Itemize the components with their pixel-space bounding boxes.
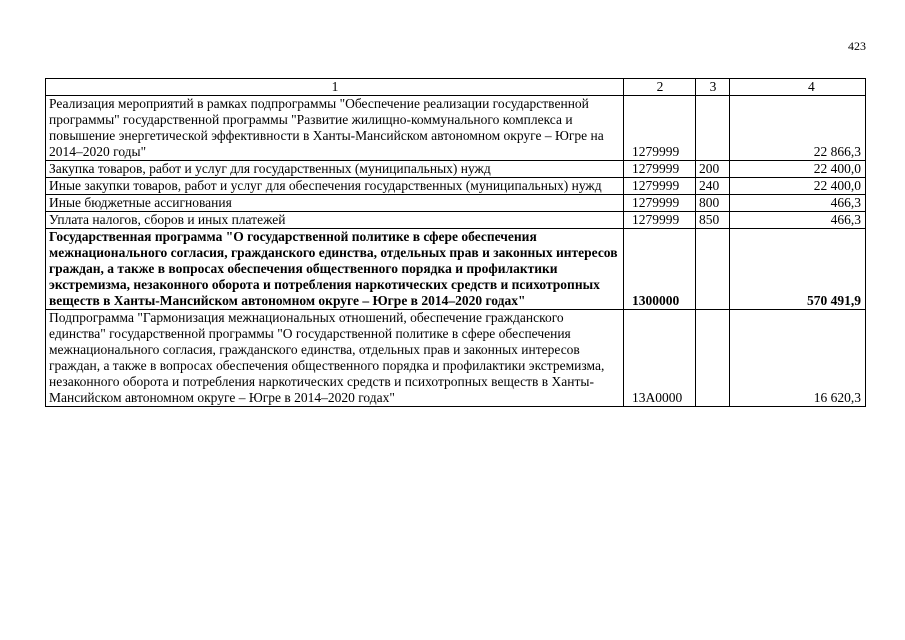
- row-amount-cell: 22 400,0: [730, 161, 866, 178]
- row-amount-cell: 466,3: [730, 195, 866, 212]
- row-type-cell: 850: [696, 212, 730, 229]
- row-name-cell: Государственная программа "О государственной политике в сфере обеспечения межнационального согласия, гражданского единства, отдельных прав и законных интересов граждан, а также в вопросах обеспечения общественного порядка и профилактики экстремизма, незаконного оборота и потребления наркотических средств и психотропных веществ в Ханты-Мансийском автономном округе – Югре в 2014–2020 годах": [46, 229, 624, 310]
- row-amount-cell: 22 400,0: [730, 178, 866, 195]
- row-type-cell: 200: [696, 161, 730, 178]
- row-type-cell: [696, 310, 730, 407]
- table-row: [46, 96, 866, 161]
- row-code-cell: 13А0000: [624, 310, 696, 407]
- table-row: [46, 229, 866, 310]
- row-amount-cell: 16 620,3: [730, 310, 866, 407]
- table-row: [46, 195, 866, 212]
- row-name-cell: Уплата налогов, сборов и иных платежей: [46, 212, 624, 229]
- row-type-cell: [696, 229, 730, 310]
- row-name-cell: Реализация мероприятий в рамках подпрограммы "Обеспечение реализации государственной программы" государственной программы "Развитие жилищно-коммунального комплекса и повышение энергетической эффективности в Ханты-Мансийском автономном округе – Югре на 2014–2020 годы": [46, 96, 624, 161]
- column-header-2: 2: [624, 79, 696, 96]
- table-row: [46, 310, 866, 407]
- column-header-1: 1: [46, 79, 624, 96]
- row-type-cell: 800: [696, 195, 730, 212]
- row-code-cell: 1279999: [624, 96, 696, 161]
- row-code-cell: 1300000: [624, 229, 696, 310]
- row-name-cell: Иные закупки товаров, работ и услуг для обеспечения государственных (муниципальных) нужд: [46, 178, 624, 195]
- row-amount-cell: 570 491,9: [730, 229, 866, 310]
- row-type-cell: 240: [696, 178, 730, 195]
- table-row: [46, 161, 866, 178]
- row-code-cell: 1279999: [624, 212, 696, 229]
- budget-table: [45, 78, 866, 407]
- row-amount-cell: 22 866,3: [730, 96, 866, 161]
- table-header-row: [46, 79, 866, 96]
- table-row: [46, 212, 866, 229]
- row-name-cell: Иные бюджетные ассигнования: [46, 195, 624, 212]
- column-header-3: 3: [696, 79, 730, 96]
- row-name-cell: Закупка товаров, работ и услуг для государственных (муниципальных) нужд: [46, 161, 624, 178]
- row-code-cell: 1279999: [624, 161, 696, 178]
- row-amount-cell: 466,3: [730, 212, 866, 229]
- row-type-cell: [696, 96, 730, 161]
- row-code-cell: 1279999: [624, 178, 696, 195]
- page-number: 423: [848, 39, 866, 53]
- table-row: [46, 178, 866, 195]
- column-header-4: 4: [730, 79, 866, 96]
- row-name-cell: Подпрограмма "Гармонизация межнациональных отношений, обеспечение гражданского единства" государственной программы "О государственной политике в сфере обеспечения межнационального согласия, гражданского единства, отдельных прав и законных интересов граждан, а также в вопросах обеспечения общественного порядка и профилактики экстремизма, незаконного оборота и потребления наркотических средств и психотропных веществ в Ханты-Мансийском автономном округе – Югре в 2014–2020 годах": [46, 310, 624, 407]
- row-code-cell: 1279999: [624, 195, 696, 212]
